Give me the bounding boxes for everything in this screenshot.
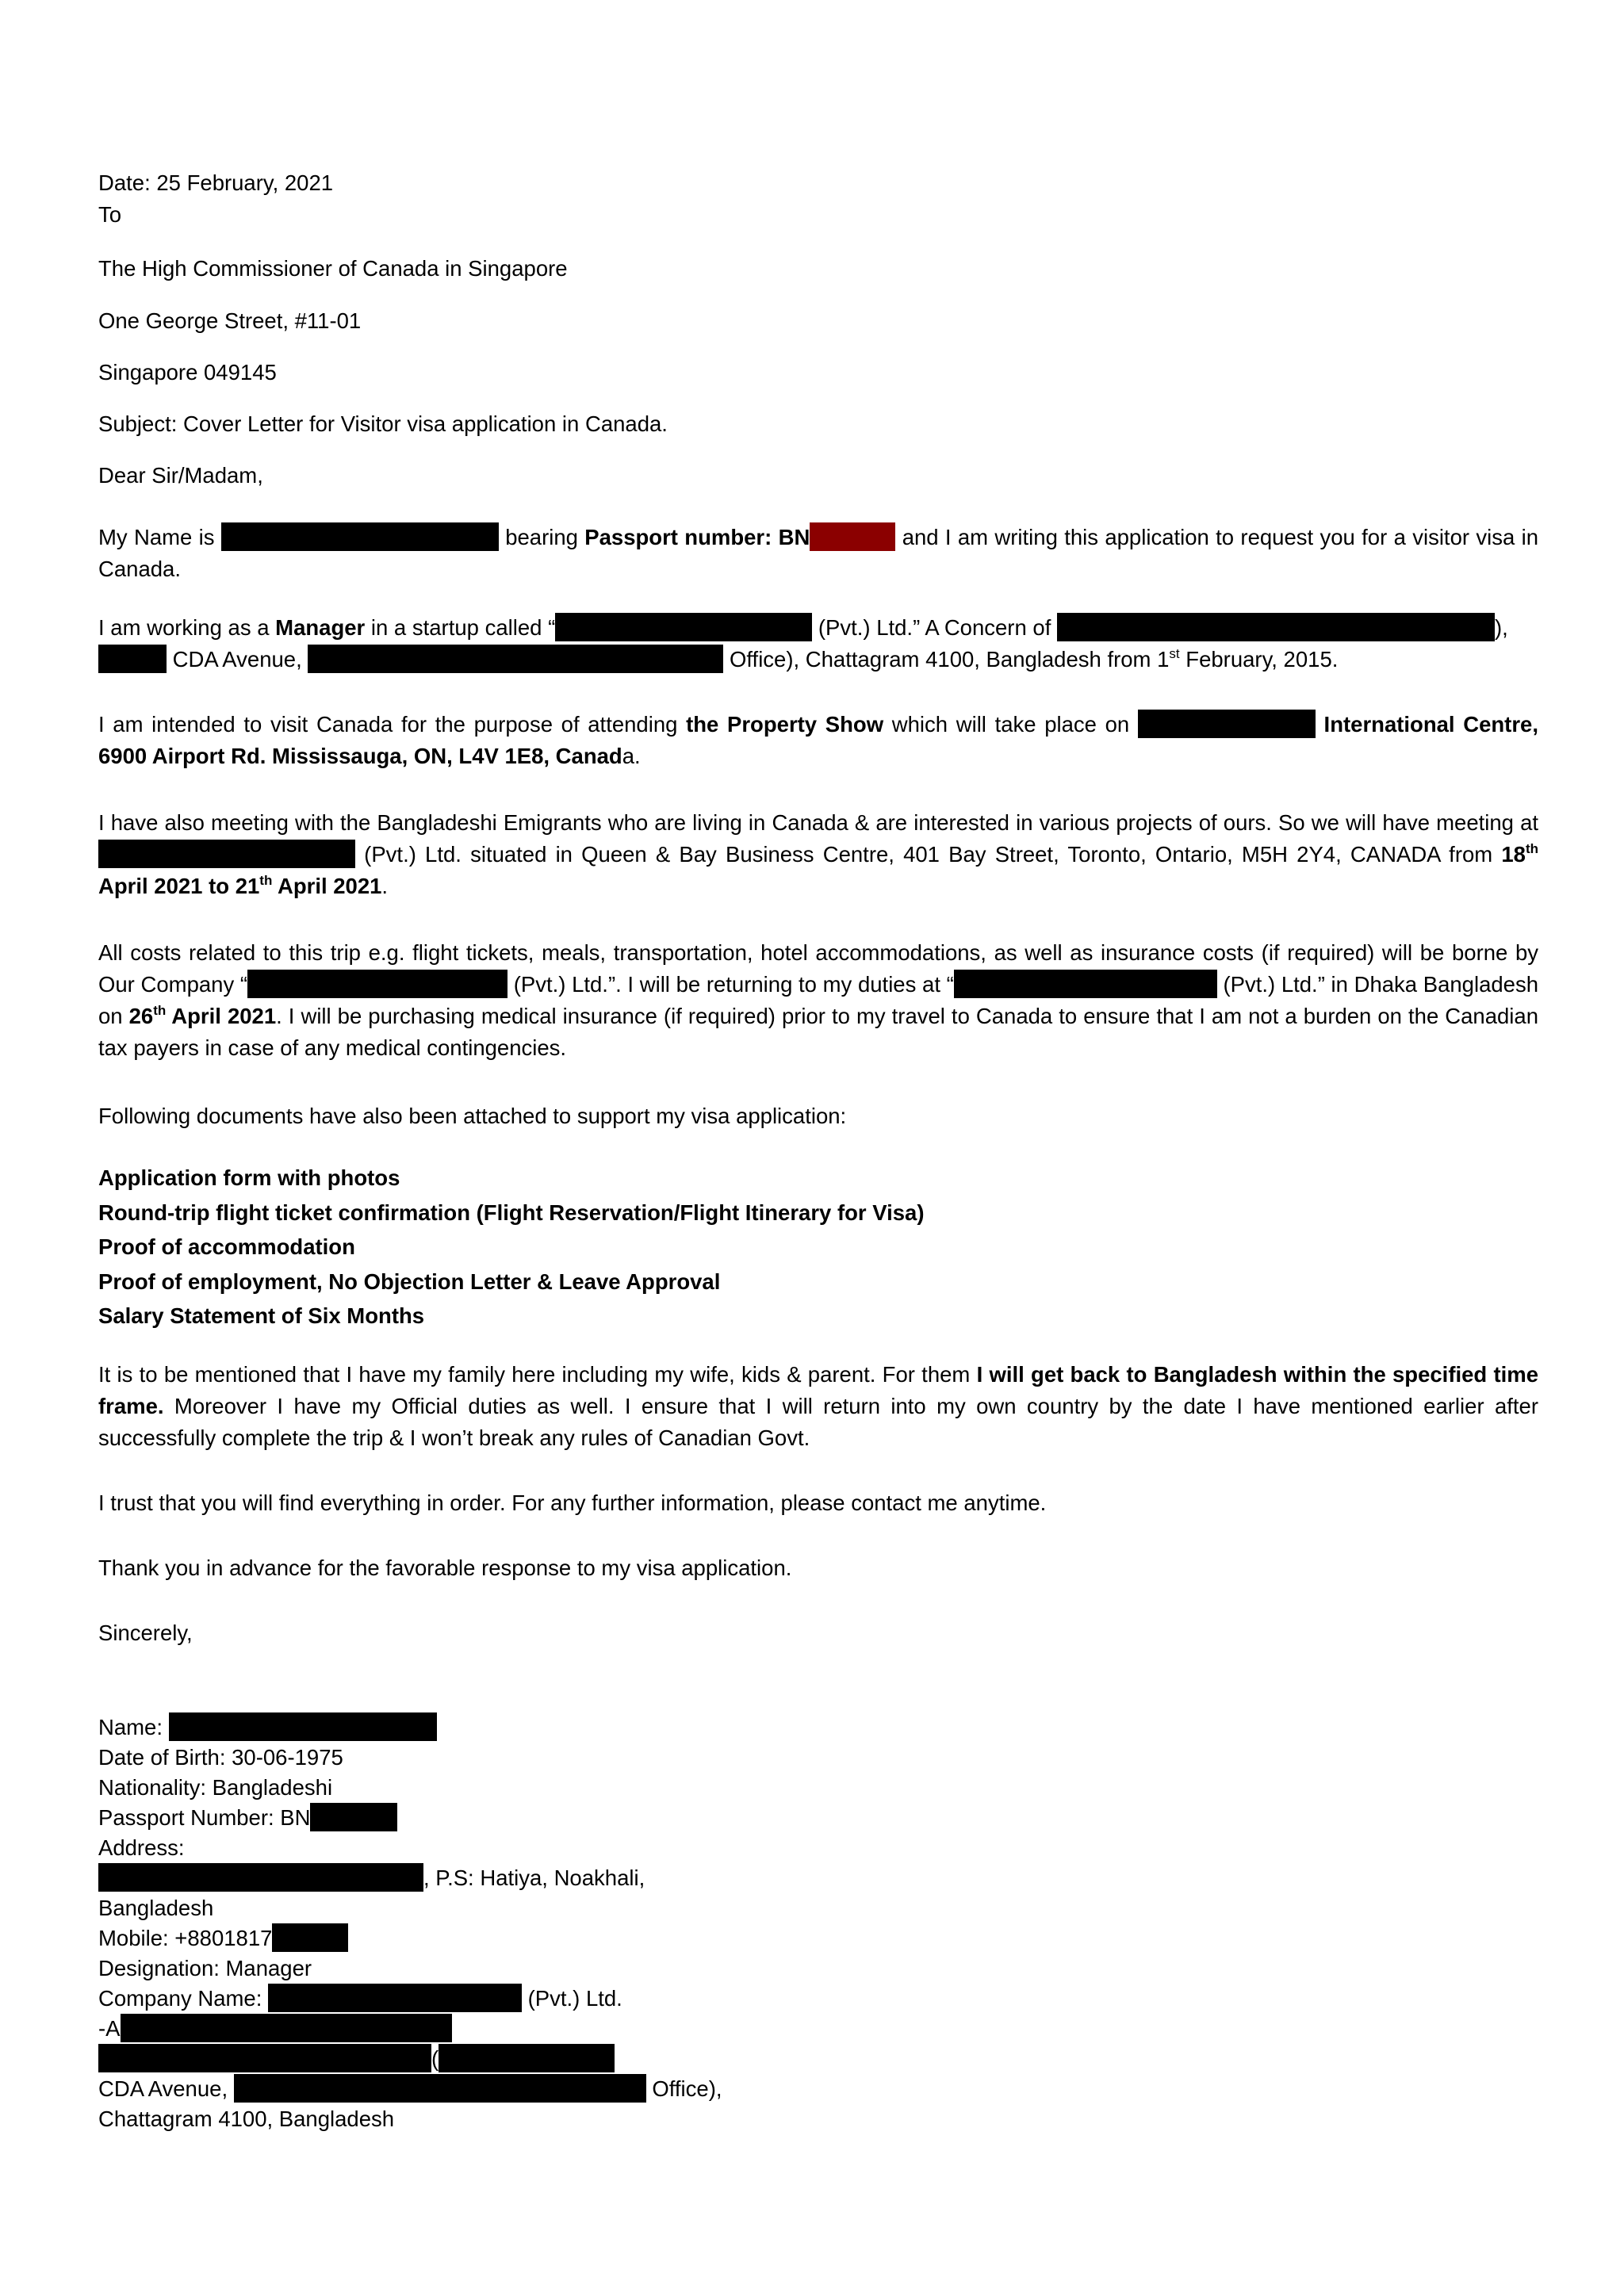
redacted-event-date (1138, 710, 1316, 738)
redacted-concern-line (121, 2014, 452, 2042)
redacted-signature-office (234, 2074, 646, 2103)
recipient-line: The High Commissioner of Canada in Singapore (98, 256, 568, 281)
redacted-meeting-company (98, 840, 355, 868)
signature-name: Name: (98, 1712, 1538, 1743)
document-item: Proof of accommodation (98, 1234, 355, 1259)
redacted-concern (1057, 613, 1495, 641)
salutation: Dear Sir/Madam, (98, 463, 263, 488)
redacted-sponsor-company (247, 970, 508, 998)
paragraph-trust: I trust that you will find everything in order. For any further information, please contact me anytime. (98, 1490, 1047, 1515)
document-item: Round-trip flight ticket confirmation (Flight Reservation/Flight Itinerary for Visa) (98, 1200, 925, 1225)
signature-block (98, 1712, 1538, 2134)
signature-city: Chattagram 4100, Bangladesh (98, 2107, 395, 2131)
to-line: To (98, 202, 122, 227)
document-item: Application form with photos (98, 1165, 400, 1190)
signature-concern: -A (98, 2014, 1538, 2044)
signature-cda: CDA Avenue, Office), (98, 2074, 1538, 2104)
signature-country: Bangladesh (98, 1896, 214, 1920)
redacted-signature-passport (310, 1803, 397, 1831)
signature-mobile: Mobile: +8801817 (98, 1923, 1538, 1954)
signature-address-label: Address: (98, 1835, 185, 1860)
documents-list (98, 1161, 1538, 1334)
signature-company: Company Name: (Pvt.) Ltd. (98, 1984, 1538, 2014)
redacted-mobile (272, 1923, 348, 1952)
redacted-name (221, 522, 499, 551)
city-line: Singapore 049145 (98, 360, 277, 385)
paragraph-purpose: I am intended to visit Canada for the purpose of attending the Property Show which will take place on International Centre, 6900 Airport Rd. Mississauga, ON, L4V 1E8, Canada. (98, 709, 1538, 772)
document-item: Proof of employment, No Objection Letter & Leave Approval (98, 1269, 721, 1294)
paragraph-name-passport: My Name is bearing Passport number: BN and I am writing this application to request you for a visitor visa in Canada. (98, 522, 1538, 585)
paragraph-return-assurance: It is to be mentioned that I have my family here including my wife, kids & parent. For them I will get back to Bangladesh within the specified time frame. Moreover I have my Official duties as well. I ensure that I will return into my own country by the date I have mentioned earlier after successfully complete the trip & I won’t break any rules of Canadian Govt. (98, 1362, 1539, 1450)
redacted-concern-paren (439, 2044, 615, 2072)
signature-nationality: Nationality: Bangladeshi (98, 1775, 333, 1800)
redacted-office (308, 645, 723, 673)
subject-line: Subject: Cover Letter for Visitor visa application in Canada. (98, 411, 668, 436)
redacted-signature-name (169, 1712, 437, 1741)
paragraph-thanks: Thank you in advance for the favorable response to my visa application. (98, 1556, 792, 1580)
paragraph-meetings: I have also meeting with the Bangladeshi Emigrants who are living in Canada & are interested in various projects of ours. So we will have meeting at (Pvt.) Ltd. situated in Queen & Bay Business Centre, 401 Bay Street, Toronto, Ontario, M5H 2Y4, CANADA from 18th April 2021 to 21th April 2021. (98, 810, 1538, 898)
redacted-passport-digits (810, 522, 895, 551)
signature-passport: Passport Number: BN (98, 1803, 1538, 1833)
closing: Sincerely, (98, 1621, 193, 1645)
redacted-signature-company (268, 1984, 522, 2012)
date-line: Date: 25 February, 2021 (98, 170, 334, 195)
signature-concern-detail: ( (98, 2044, 1538, 2074)
redacted-company (555, 613, 812, 641)
signature-address: , P.S: Hatiya, Noakhali, (98, 1863, 1538, 1893)
paragraph-costs: All costs related to this trip e.g. flight tickets, meals, transportation, hotel accommodations, as well as insurance costs (if required) will be borne by Our Company “ (Pvt.) Ltd.”. I will be returning to my duties at “ (Pvt.) Ltd.” in Dhaka Bangladesh on 26th April 2021. I will be purchasing medical insurance (if required) prior to my travel to Canada to ensure that I am not a burden on the Canadian tax payers in case of any medical contingencies. (98, 940, 1539, 1060)
paragraph-employment: I am working as a Manager in a startup called “ (Pvt.) Ltd.” A Concern of ), CDA Avenue, Office), Chattagram 4100, Bangladesh from 1st February, 2015. (98, 612, 1538, 675)
street-line: One George Street, #11-01 (98, 308, 362, 333)
document-item: Salary Statement of Six Months (98, 1303, 425, 1328)
documents-intro: Following documents have also been attached to support my visa application: (98, 1104, 847, 1128)
redacted-house-no (98, 645, 167, 673)
redacted-employer (954, 970, 1217, 998)
redacted-concern-detail (98, 2044, 431, 2072)
letter-header (98, 167, 1538, 231)
redacted-address (98, 1863, 423, 1892)
signature-designation: Designation: Manager (98, 1956, 312, 1980)
signature-dob: Date of Birth: 30-06-1975 (98, 1745, 343, 1770)
